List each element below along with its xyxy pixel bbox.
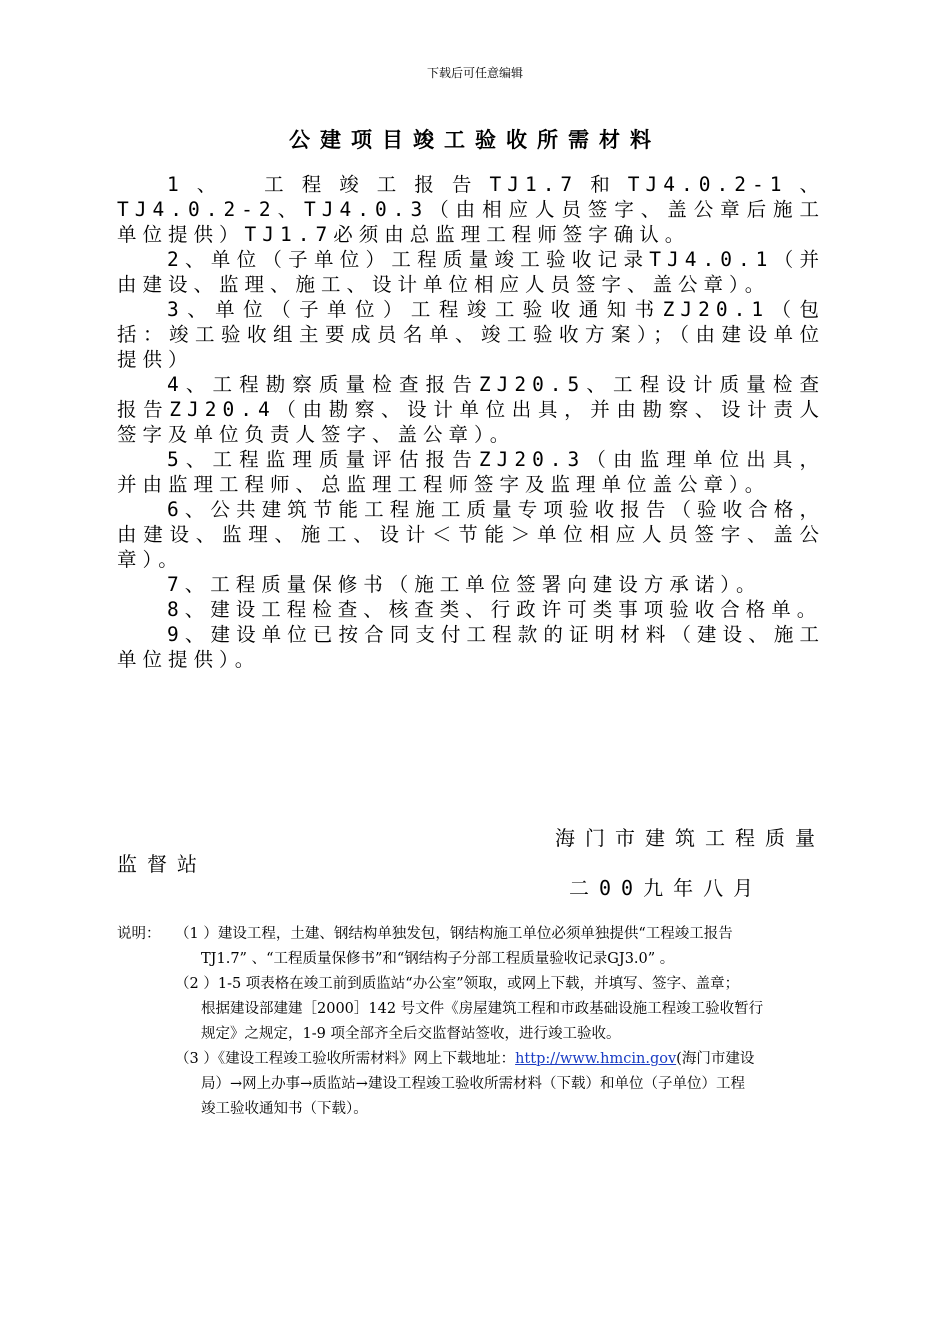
download-link[interactable]: http://www.hmcin.gov	[515, 1051, 677, 1067]
note-1-line1: 建设工程，土建、钢结构单独发包，钢结构施工单位必须单独提供“工程竣工报告	[217, 926, 733, 942]
list-item-1: 1、 工程竣工报告TJ1.7和TJ4.0.2-1、 TJ4.0.2-2、TJ4.0.3（由相应人员签字、盖公章后施工单位提供）TJ1.7必须由总监理工程师签字确认。	[117, 173, 825, 246]
note-1-number: （1 ）	[175, 926, 218, 942]
note-3	[117, 1047, 837, 1072]
note-3-text-after: (海门市建设	[676, 1051, 755, 1067]
signature-date: 二00九年八月	[569, 876, 764, 900]
note-2-line3: 规定》之规定，1-9 项全部齐全后交监督站签收，进行竣工验收。	[201, 1026, 621, 1042]
document-title: 公建项目竣工验收所需材料	[289, 127, 661, 152]
materials-list	[117, 172, 825, 672]
list-item-4: 4、工程勘察质量检查报告ZJ20.5、工程设计质量检查报告ZJ20.4（由勘察、设计单位出具，并由勘察、设计责人签字及单位负责人签字、盖公章）。	[117, 373, 825, 446]
signature-org-line1: 海门市建筑工程质量	[555, 826, 825, 850]
header-note: 下载后可任意编辑	[426, 66, 523, 80]
list-item-8: 8、建设工程检查、核查类、行政许可类事项验收合格单。	[167, 598, 823, 621]
note-2-line2: 根据建设部建建［2000］142 号文件《房屋建筑工程和市政基础设施工程竣工验收暂行	[201, 1001, 764, 1017]
notes-label: 说明：	[117, 926, 161, 942]
list-item-5: 5、工程监理质量评估报告ZJ20.3（由监理单位出具，并由监理工程师、总监理工程师签字及监理单位盖公章）。	[117, 448, 825, 496]
list-item-9: 9、建设单位已按合同支付工程款的证明材料（建设、施工单位提供）。	[117, 623, 825, 671]
notes-section	[117, 922, 837, 1122]
note-1-line2: TJ1.7” 、“工程质量保修书”和“钢结构子分部工程质量验收记录GJ3.0” 。	[201, 951, 675, 967]
list-item-7: 7、工程质量保修书（施工单位签署向建设方承诺）。	[167, 573, 762, 596]
note-2	[117, 972, 837, 997]
signature-org-line2: 监督站	[117, 852, 207, 876]
note-3-number: （3 ）	[175, 1051, 218, 1067]
list-item-6: 6、公共建筑节能工程施工质量专项验收报告（验收合格，由建设、监理、施工、设计＜节能＞单位相应人员签字、盖公章）。	[117, 498, 825, 571]
note-3-line2: 局）→网上办事→质监站→建设工程竣工验收所需材料（下载）和单位（子单位）工程	[201, 1076, 745, 1092]
list-item-3: 3、单位（子单位）工程竣工验收通知书ZJ20.1（包括：竣工验收组主要成员名单、竣工验收方案）；（由建设单位提供）	[117, 298, 825, 371]
list-item-2: 2、单位（子单位）工程质量竣工验收记录TJ4.0.1（并由建设、监理、施工、设计单位相应人员签字、盖公章）。	[117, 248, 825, 296]
note-2-line1: 1-5 项表格在竣工前到质监站“办公室”领取，或网上下载，并填写、签字、盖章；	[217, 976, 740, 992]
note-3-line3: 竣工验收通知书（下载）。	[201, 1101, 368, 1117]
note-1	[117, 922, 837, 947]
note-2-number: （2 ）	[175, 976, 218, 992]
note-3-text: 《建设工程竣工验收所需材料》网上下载地址：	[217, 1051, 516, 1067]
